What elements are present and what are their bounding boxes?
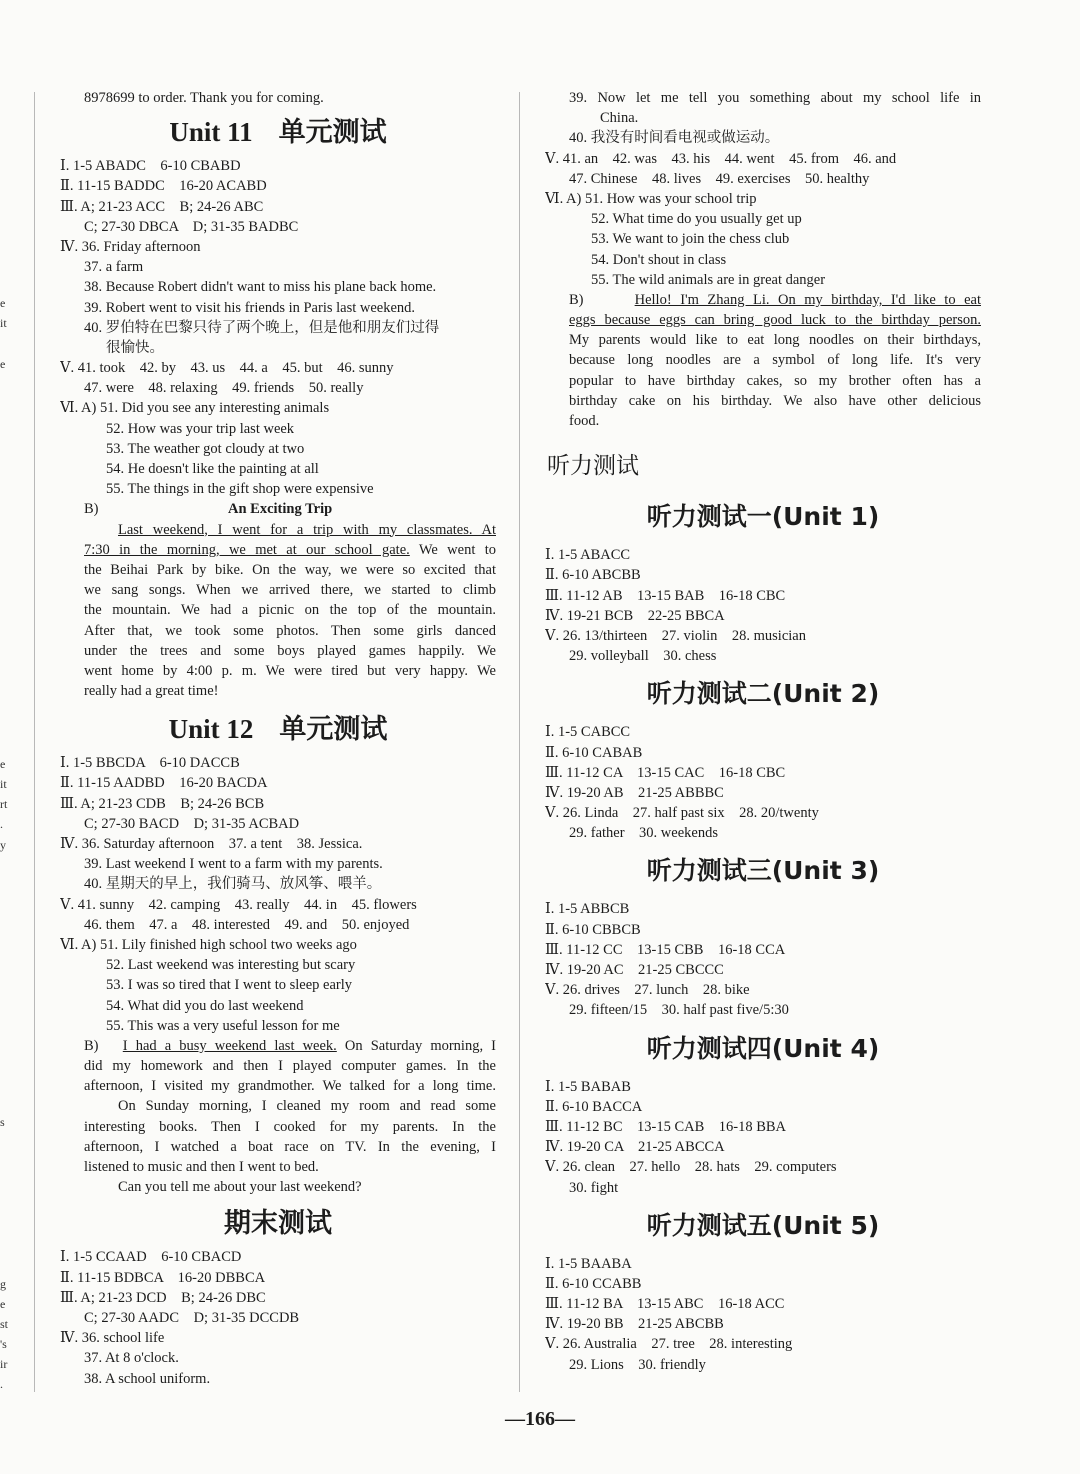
left-margin-rule bbox=[34, 92, 35, 1392]
answer-line: Ⅵ. A) 51. How was your school trip bbox=[545, 190, 757, 207]
answer-line: Ⅲ. 11-12 CC 13-15 CBB 16-18 CCA bbox=[545, 941, 786, 958]
answer-line: Ⅰ. 1-5 BBCDA 6-10 DACCB bbox=[60, 755, 240, 772]
essay-line: we sang songs. When we arrived there, we started to climb bbox=[84, 582, 496, 599]
answer-line: Ⅳ. 36. school life bbox=[60, 1330, 165, 1347]
answer-line: 52. Last weekend was interesting but scary bbox=[106, 957, 356, 974]
unit11-title: 单元测试 bbox=[278, 117, 387, 148]
essay-line: went home by 4:00 p. m. We were tired but very happy. We bbox=[84, 662, 496, 679]
answer-line: Ⅱ. 6-10 ABCBB bbox=[545, 567, 641, 584]
edge-fragment: e bbox=[0, 296, 6, 310]
answer-line: 29. father 30. weekends bbox=[569, 825, 718, 842]
unit12-heading bbox=[60, 705, 496, 753]
answer-line: Ⅰ. 1-5 CABCC bbox=[545, 724, 631, 741]
answer-line: Ⅱ. 6-10 CABAB bbox=[545, 744, 643, 761]
answer-line: 39. Now let me tell you something about my school life in bbox=[569, 90, 981, 106]
essay-text: On Saturday morning, I bbox=[336, 1037, 496, 1054]
essay-underlined: Hello! I'm Zhang Li. On my birthday, I'd like to eat bbox=[634, 291, 981, 308]
essay-line: My parents would like to eat long noodles on their birthdays, bbox=[569, 332, 981, 349]
essay-label: B) bbox=[84, 501, 99, 518]
answer-line: Ⅲ. A; 21-23 CDB B; 24-26 BCB bbox=[60, 795, 265, 812]
answer-line: 29. fifteen/15 30. half past five/5:30 bbox=[569, 1002, 789, 1019]
answer-line: Ⅳ. 19-20 CA 21-25 ABCCA bbox=[545, 1139, 725, 1156]
essay-line: After that, we took some photos. Then some girls danced bbox=[84, 622, 496, 639]
essay-line: the Beihai Park by bike. On the way, we were so excited that bbox=[84, 561, 496, 578]
listening-test-4-heading: 听力测试四(Unit 4) bbox=[646, 1033, 880, 1063]
answer-line: 40. 罗伯特在巴黎只待了两个晚上，但是他和朋友们过得 bbox=[84, 319, 440, 336]
answer-line: Ⅳ. 19-20 AB 21-25 ABBBC bbox=[545, 784, 724, 801]
answer-line: 46. them 47. a 48. interested 49. and 50. enjoyed bbox=[84, 916, 410, 933]
answer-line: 53. We want to join the chess club bbox=[591, 231, 790, 248]
answer-line: Ⅲ. 11-12 BA 13-15 ABC 16-18 ACC bbox=[545, 1296, 785, 1313]
column-divider-rule bbox=[519, 92, 520, 1392]
right-column bbox=[545, 88, 981, 1375]
answer-line: Ⅳ. 19-21 BCB 22-25 BBCA bbox=[545, 607, 725, 624]
answer-line: Ⅴ. 41. took 42. by 43. us 44. a 45. but 46. sunny bbox=[60, 360, 394, 377]
edge-fragment: . bbox=[0, 817, 3, 831]
answer-line: Ⅰ. 1-5 ABADC 6-10 CBABD bbox=[60, 158, 241, 175]
answer-line: Ⅴ. 41. an 42. was 43. his 44. went 45. from 46. and bbox=[545, 150, 897, 167]
answer-line: 37. At 8 o'clock. bbox=[84, 1350, 179, 1367]
answer-line: 52. How was your trip last week bbox=[106, 420, 295, 437]
listening-test-5-heading: 听力测试五(Unit 5) bbox=[646, 1210, 880, 1240]
edge-fragment: g bbox=[0, 1277, 6, 1291]
essay-line bbox=[60, 1036, 496, 1056]
answer-line: Ⅱ. 11-15 BADDC 16-20 ACABD bbox=[60, 178, 267, 195]
essay-line: did my homework and then I played computer games. In the bbox=[84, 1058, 496, 1075]
answer-line: Ⅰ. 1-5 BAABA bbox=[545, 1255, 632, 1272]
essay-line bbox=[60, 540, 496, 560]
edge-fragment: ir bbox=[0, 1357, 8, 1371]
essay-line: Last weekend, I went for a trip with my classmates. At bbox=[118, 521, 496, 538]
answer-line: 很愉快。 bbox=[106, 339, 164, 356]
answer-line: 53. I was so tired that I went to sleep early bbox=[106, 977, 353, 994]
essay-line: the mountain. We had a picnic on the top of the mountain. bbox=[84, 602, 496, 619]
essay-line: Can you tell me about your last weekend? bbox=[118, 1179, 362, 1196]
answer-line: Ⅲ. A; 21-23 DCD B; 24-26 DBC bbox=[60, 1289, 266, 1306]
answer-line: Ⅴ. 41. sunny 42. camping 43. really 44. in 45. flowers bbox=[60, 896, 417, 913]
answer-line: 29. volleyball 30. chess bbox=[569, 648, 717, 665]
answer-line: 47. were 48. relaxing 49. friends 50. really bbox=[84, 380, 364, 397]
answer-line: Ⅳ. 19-20 AC 21-25 CBCCC bbox=[545, 962, 724, 978]
essay-line: really had a great time! bbox=[84, 683, 219, 700]
answer-line: Ⅳ. 36. Saturday afternoon 37. a tent 38. Jessica. bbox=[60, 836, 363, 852]
essay-line bbox=[545, 290, 981, 310]
answer-line: Ⅱ. 11-15 AADBD 16-20 BACDA bbox=[60, 775, 268, 792]
answer-line: Ⅴ. 26. Linda 27. half past six 28. 20/twenty bbox=[545, 805, 819, 822]
answer-line: Ⅰ. 1-5 BABAB bbox=[545, 1078, 631, 1095]
edge-fragment: st bbox=[0, 1317, 9, 1331]
answer-line: Ⅱ. 6-10 CCABB bbox=[545, 1275, 642, 1292]
answer-line: C; 27-30 AADC D; 31-35 DCCDB bbox=[84, 1309, 300, 1326]
answer-line: 55. The wild animals are in great danger bbox=[591, 271, 826, 288]
answer-line: 38. A school uniform. bbox=[84, 1370, 211, 1387]
answer-line: 29. Lions 30. friendly bbox=[569, 1356, 706, 1373]
essay-line: afternoon, I visited my grandmother. We talked for a long time. bbox=[84, 1078, 496, 1095]
listening-section-title: 听力测试 bbox=[547, 453, 639, 480]
edge-fragment: it bbox=[0, 777, 7, 791]
edge-fragment: it bbox=[0, 316, 7, 330]
edge-fragment: s bbox=[0, 1115, 5, 1129]
edge-fragment: e bbox=[0, 357, 6, 371]
answer-line: 8978699 to order. Thank you for coming. bbox=[84, 90, 324, 106]
answer-line: 30. fight bbox=[569, 1179, 619, 1196]
answer-line: Ⅳ. 36. Friday afternoon bbox=[60, 238, 201, 255]
essay-text: We went to bbox=[409, 541, 496, 558]
essay-title: An Exciting Trip bbox=[228, 501, 333, 518]
essay-label: B) bbox=[569, 291, 584, 308]
answer-line: 47. Chinese 48. lives 49. exercises 50. healthy bbox=[569, 170, 870, 187]
answer-line: Ⅰ. 1-5 ABBCB bbox=[545, 901, 630, 918]
answer-line: Ⅴ. 26. Australia 27. tree 28. interesting bbox=[545, 1336, 793, 1353]
answer-line: 55. The things in the gift shop were expensive bbox=[106, 481, 374, 498]
answer-line: 54. Don't shout in class bbox=[591, 251, 727, 268]
essay-line: On Sunday morning, I cleaned my room and read some bbox=[118, 1098, 496, 1115]
final-heading: 期末测试 bbox=[224, 1208, 332, 1239]
essay-line: popular to have birthday cakes, so my brother often has a bbox=[569, 372, 981, 389]
essay-line: because long noodles are a symbol of long life. It's very bbox=[569, 352, 981, 369]
answer-line: 40. 我没有时间看电视或做运动。 bbox=[569, 130, 780, 147]
answer-line: 53. The weather got cloudy at two bbox=[106, 440, 305, 457]
answer-line: 55. This was a very useful lesson for me bbox=[106, 1017, 340, 1034]
unit12-label: Unit 12 bbox=[168, 714, 254, 745]
edge-fragment: . bbox=[0, 1377, 3, 1391]
essay-underlined: I had a busy weekend last week. bbox=[122, 1037, 337, 1054]
answer-line: 54. He doesn't like the painting at all bbox=[106, 461, 319, 477]
edge-fragment: e bbox=[0, 757, 6, 771]
listening-test-2-heading: 听力测试二(Unit 2) bbox=[646, 679, 880, 709]
answer-line: Ⅴ. 26. drives 27. lunch 28. bike bbox=[545, 982, 750, 999]
answer-line: Ⅲ. A; 21-23 ACC B; 24-26 ABC bbox=[60, 198, 264, 215]
answer-line: 52. What time do you usually get up bbox=[591, 211, 802, 228]
answer-line: 54. What did you do last weekend bbox=[106, 997, 304, 1014]
answer-line: Ⅲ. 11-12 AB 13-15 BAB 16-18 CBC bbox=[545, 587, 786, 604]
answer-line: Ⅳ. 19-20 BB 21-25 ABCBB bbox=[545, 1316, 724, 1333]
essay-line bbox=[545, 310, 981, 330]
answer-line: Ⅰ. 1-5 CCAAD 6-10 CBACD bbox=[60, 1249, 242, 1266]
edge-fragment: e bbox=[0, 1297, 6, 1311]
essay-line: food. bbox=[569, 413, 600, 429]
answer-line: China. bbox=[600, 110, 639, 127]
essay-line: birthday cake on his birthday. We also have other delicious bbox=[569, 392, 981, 409]
answer-line: Ⅲ. 11-12 BC 13-15 CAB 16-18 BBA bbox=[545, 1118, 787, 1135]
answer-line: Ⅵ. A) 51. Lily finished high school two weeks ago bbox=[60, 936, 357, 953]
edge-fragment: y bbox=[0, 838, 6, 852]
answer-line: Ⅲ. 11-12 CA 13-15 CAC 16-18 CBC bbox=[545, 764, 786, 781]
essay-label: B) bbox=[84, 1037, 99, 1054]
unit12-title: 单元测试 bbox=[279, 714, 388, 745]
unit11-heading bbox=[60, 108, 496, 156]
answer-line: Ⅴ. 26. 13/thirteen 27. violin 28. musician bbox=[545, 627, 806, 644]
answer-line: Ⅱ. 6-10 CBBCB bbox=[545, 921, 641, 938]
answer-line: 37. a farm bbox=[84, 259, 144, 276]
unit11-label: Unit 11 bbox=[169, 117, 253, 148]
listening-test-3-heading: 听力测试三(Unit 3) bbox=[646, 856, 880, 886]
answer-line: Ⅵ. A) 51. Did you see any interesting animals bbox=[60, 400, 330, 417]
answer-line: 39. Robert went to visit his friends in Paris last weekend. bbox=[84, 299, 416, 316]
answer-line: 39. Last weekend I went to a farm with my parents. bbox=[84, 856, 383, 873]
page-number: —166— bbox=[505, 1408, 575, 1430]
edge-fragment: rt bbox=[0, 797, 8, 811]
answer-line: C; 27-30 DBCA D; 31-35 BADBC bbox=[84, 218, 299, 235]
answer-line: Ⅰ. 1-5 ABACC bbox=[545, 547, 631, 564]
answer-line: 40. 星期天的早上，我们骑马、放风筝、喂羊。 bbox=[84, 876, 382, 893]
edge-fragment: 's bbox=[0, 1337, 7, 1351]
essay-title-line bbox=[60, 499, 496, 519]
essay-underlined: eggs because eggs can bring good luck to the birthday person. bbox=[569, 312, 981, 329]
answer-line: C; 27-30 BACD D; 31-35 ACBAD bbox=[84, 815, 300, 832]
essay-line: listened to music and then I went to bed. bbox=[84, 1159, 319, 1175]
listening-test-1-heading: 听力测试一(Unit 1) bbox=[646, 502, 880, 532]
essay-line: interesting books. Then I cooked for my parents. In the bbox=[84, 1118, 496, 1135]
essay-line: afternoon, I watched a boat race on TV. In the evening, I bbox=[84, 1138, 496, 1155]
answer-line: Ⅴ. 26. clean 27. hello 28. hats 29. computers bbox=[545, 1159, 837, 1176]
essay-underlined: 7:30 in the morning, we met at our school gate. bbox=[84, 541, 410, 558]
left-column bbox=[60, 88, 496, 1389]
answer-line: 38. Because Robert didn't want to miss his plane back home. bbox=[84, 279, 437, 296]
essay-line: under the trees and some boys played games happily. We bbox=[84, 642, 496, 659]
answer-line: Ⅱ. 6-10 BACCA bbox=[545, 1098, 643, 1115]
answer-line: Ⅱ. 11-15 BDBCA 16-20 DBBCA bbox=[60, 1269, 266, 1286]
